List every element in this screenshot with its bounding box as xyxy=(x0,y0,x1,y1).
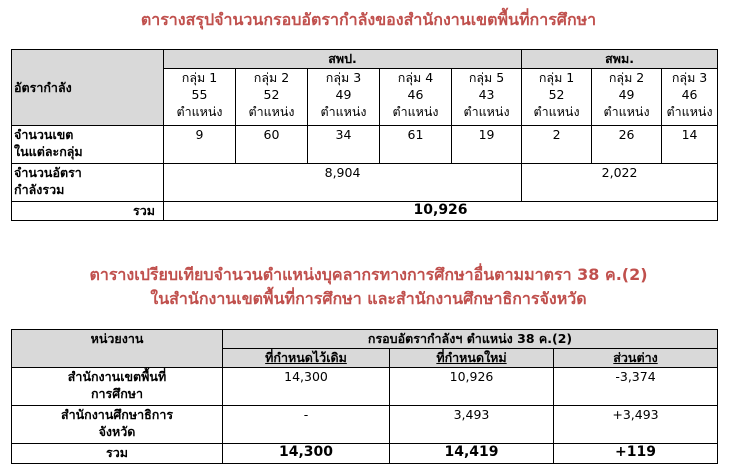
table-row xyxy=(12,406,718,444)
comparison-table xyxy=(11,329,718,464)
spp-group-1-header: กลุ่ม 1 55 ตำแหน่ง xyxy=(164,69,236,126)
spp-area-count: 34 xyxy=(308,126,380,164)
areas-row-label: จำนวนเขต ในแต่ละกลุ่ม xyxy=(12,126,164,164)
spm-group-3-header: กลุ่ม 3 46 ตำแหน่ง xyxy=(662,69,718,126)
total-difference: +119 xyxy=(554,444,718,464)
spp-header: สพป. xyxy=(164,50,522,69)
spm-area-count: 26 xyxy=(592,126,662,164)
spm-area-count: 14 xyxy=(662,126,718,164)
spm-header: สพม. xyxy=(522,50,718,69)
total-original: 14,300 xyxy=(223,444,390,464)
spp-total: 8,904 xyxy=(164,164,522,202)
unit-name: สำนักงานศึกษาธิการ จังหวัด xyxy=(12,406,223,444)
difference-column-header: ส่วนต่าง xyxy=(554,349,718,368)
difference-value: -3,374 xyxy=(554,368,718,406)
total-new: 14,419 xyxy=(390,444,554,464)
sum-label: รวม xyxy=(12,202,164,221)
total-label: รวม xyxy=(12,444,223,464)
summary-table xyxy=(11,49,718,221)
spm-group-2-header: กลุ่ม 2 49 ตำแหน่ง xyxy=(592,69,662,126)
spm-total: 2,022 xyxy=(522,164,718,202)
table-row xyxy=(12,368,718,406)
spm-area-count: 2 xyxy=(522,126,592,164)
spp-group-3-header: กลุ่ม 3 49 ตำแหน่ง xyxy=(308,69,380,126)
spp-area-count: 61 xyxy=(380,126,452,164)
new-value: 10,926 xyxy=(390,368,554,406)
spp-area-count: 19 xyxy=(452,126,522,164)
table1-title: ตารางสรุปจำนวนกรอบอัตรากำลังของสำนักงานเขตพื้นที่การศึกษา xyxy=(140,10,597,29)
frame-header: กรอบอัตรากำลังฯ ตำแหน่ง 38 ค.(2) xyxy=(223,330,718,349)
unit-header: หน่วยงาน xyxy=(12,330,223,368)
table2-title-line2: ในสำนักงานเขตพื้นที่การศึกษา และสำนักงานศึกษาธิการจังหวัด xyxy=(150,289,587,308)
unit-name: สำนักงานเขตพื้นที่ การศึกษา xyxy=(12,368,223,406)
new-column-header: ที่กำหนดใหม่ xyxy=(390,349,554,368)
spp-group-5-header: กลุ่ม 5 43 ตำแหน่ง xyxy=(452,69,522,126)
spp-area-count: 60 xyxy=(236,126,308,164)
spp-group-2-header: กลุ่ม 2 52 ตำแหน่ง xyxy=(236,69,308,126)
spp-area-count: 9 xyxy=(164,126,236,164)
original-value: 14,300 xyxy=(223,368,390,406)
original-value: - xyxy=(223,406,390,444)
spm-group-1-header: กลุ่ม 1 52 ตำแหน่ง xyxy=(522,69,592,126)
rate-header: อัตรากำลัง xyxy=(12,50,164,126)
total-row-label: จำนวนอัตรา กำลังรวม xyxy=(12,164,164,202)
original-column-header: ที่กำหนดไว้เดิม xyxy=(223,349,390,368)
difference-value: +3,493 xyxy=(554,406,718,444)
table2-title-line1: ตารางเปรียบเทียบจำนวนตำแหน่งบุคลากรทางการศึกษาอื่นตามมาตรา 38 ค.(2) xyxy=(89,265,648,284)
spp-group-4-header: กลุ่ม 4 46 ตำแหน่ง xyxy=(380,69,452,126)
new-value: 3,493 xyxy=(390,406,554,444)
grand-total: 10,926 xyxy=(164,202,718,221)
